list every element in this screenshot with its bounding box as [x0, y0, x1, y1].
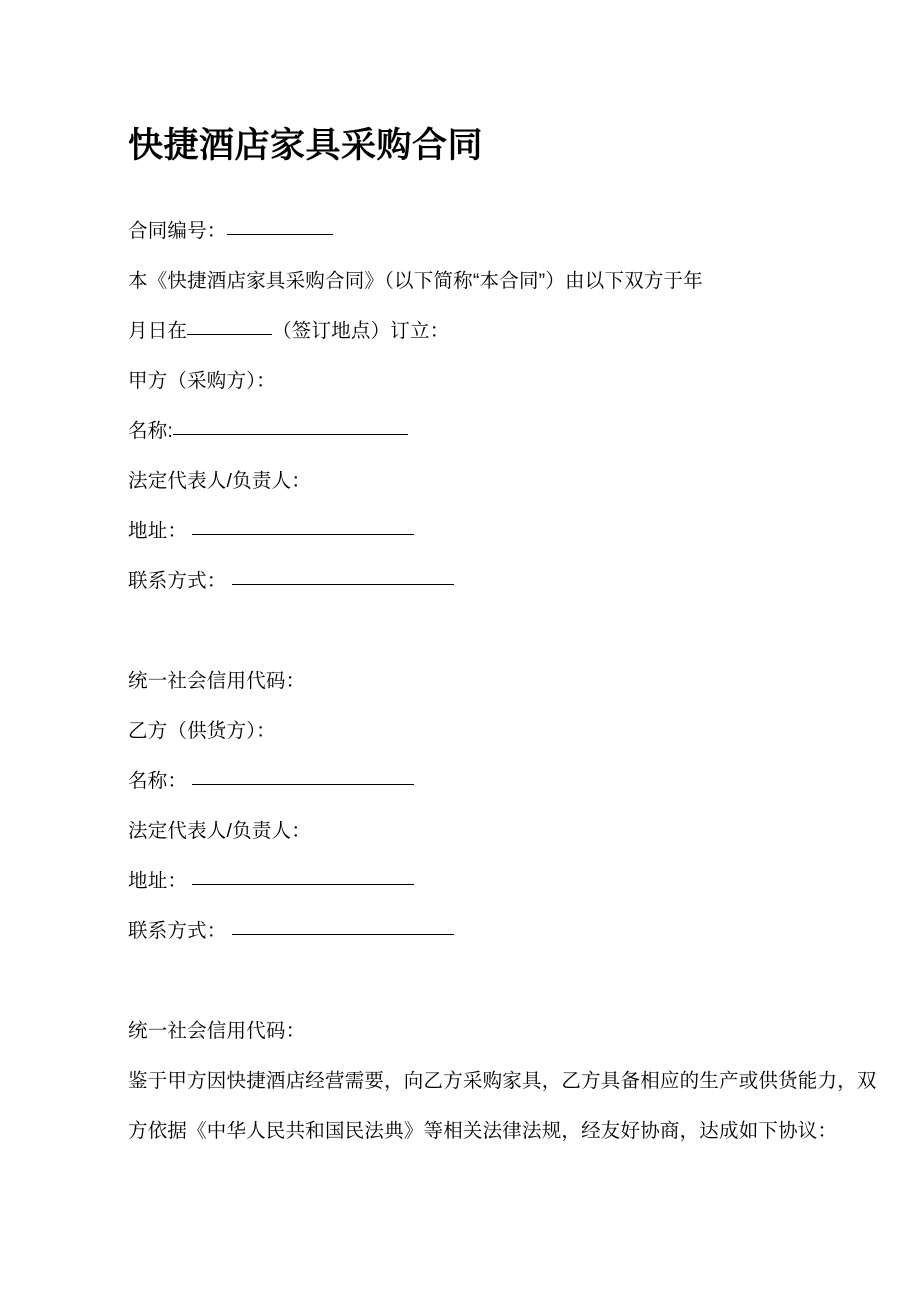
party-b-name-blank[interactable] — [192, 784, 414, 785]
party-a-name-line — [128, 406, 792, 456]
page-title: 快捷酒店家具采购合同 — [128, 126, 484, 165]
party-b-credit-code-line: 统一社会信用代码： — [128, 1020, 306, 1042]
recital-line-2: 方依据《中华人民共和国民法典》等相关法律法规，经友好协商，达成如下协议： — [128, 1120, 838, 1142]
party-b-address-label: 地址： — [128, 870, 188, 892]
contract-number-line — [128, 206, 792, 256]
party-a-address-label: 地址： — [128, 520, 188, 542]
party-b-name-label: 名称： — [128, 770, 188, 792]
party-b-contact-label: 联系方式： — [128, 920, 227, 942]
party-b-name-line — [128, 756, 792, 806]
signing-place-blank[interactable] — [187, 334, 272, 335]
party-a-address-blank[interactable] — [192, 534, 414, 535]
party-a-heading: 甲方（采购方）： — [128, 370, 276, 392]
party-b-address-line — [128, 856, 792, 906]
party-a-name-label: 名称: — [128, 420, 174, 442]
party-a-contact-label: 联系方式： — [128, 570, 227, 592]
party-a-name-blank[interactable] — [173, 434, 408, 435]
contract-number-blank[interactable] — [227, 234, 333, 235]
party-a-address-line — [128, 506, 792, 556]
party-b-contact-line — [128, 906, 792, 956]
party-a-credit-code-line: 统一社会信用代码： — [128, 670, 306, 692]
recital-line-1: 鉴于甲方因快捷酒店经营需要，向乙方采购家具，乙方具备相应的生产或供货能力，双 — [128, 1070, 877, 1092]
party-b-contact-blank[interactable] — [232, 934, 454, 935]
signing-place-suffix: （签订地点）订立： — [272, 320, 450, 342]
party-b-heading: 乙方（供货方）： — [128, 720, 276, 742]
party-a-contact-line — [128, 556, 792, 606]
preamble-line-2 — [128, 306, 792, 356]
party-b-address-blank[interactable] — [192, 884, 414, 885]
signing-date-prefix: 月日在 — [128, 320, 188, 342]
contract-number-label: 合同编号： — [128, 220, 227, 242]
contract-text-block — [128, 206, 877, 1156]
preamble-line-1: 本《快捷酒店家具采购合同》（以下简称“本合同”）由以下双方于年 — [128, 270, 703, 292]
party-a-legal-rep-line: 法定代表人/负责人： — [128, 470, 311, 492]
party-a-contact-blank[interactable] — [232, 584, 454, 585]
party-b-legal-rep-line: 法定代表人/负责人： — [128, 820, 311, 842]
